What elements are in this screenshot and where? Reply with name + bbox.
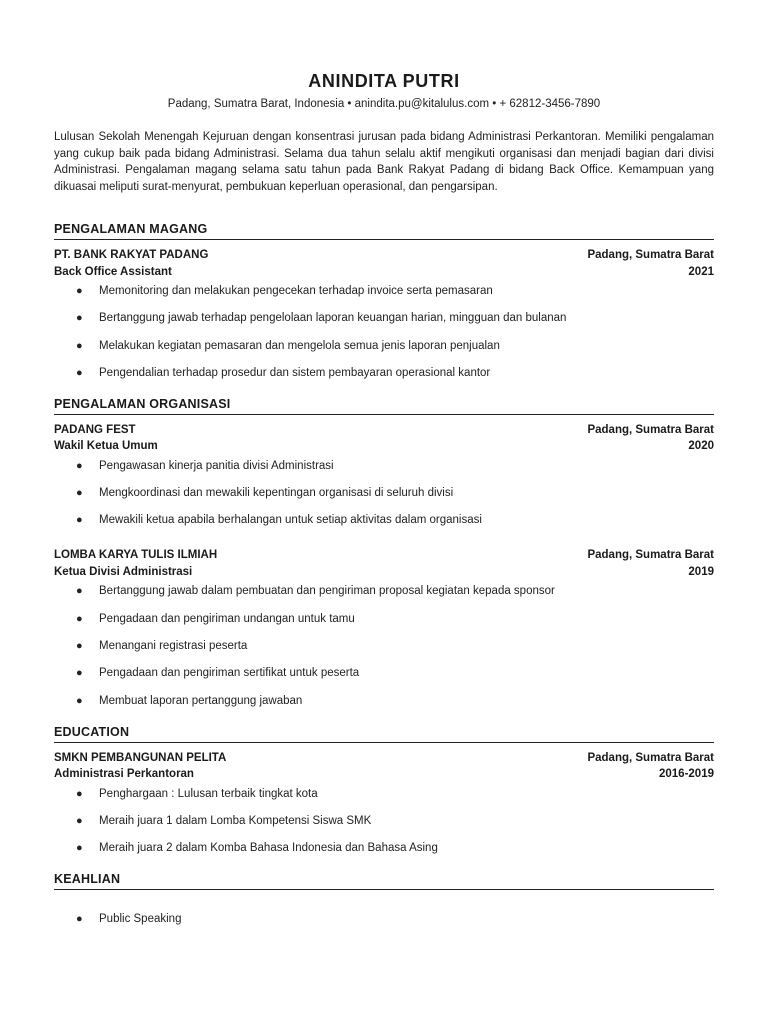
bullet-icon: ● bbox=[76, 640, 83, 653]
entry-location: Padang, Sumatra Barat bbox=[587, 549, 714, 562]
list-item bbox=[54, 611, 714, 627]
list-item-text: Pengendalian terhadap prosedur dan sistem pembayaran operasional kantor bbox=[99, 366, 491, 379]
entry-header bbox=[54, 247, 714, 264]
list-item bbox=[54, 365, 714, 381]
list-item bbox=[54, 638, 714, 654]
bullet-icon: ● bbox=[76, 514, 83, 527]
entry-location: Padang, Sumatra Barat bbox=[587, 751, 714, 764]
skills-section bbox=[54, 871, 714, 927]
entry bbox=[54, 750, 714, 857]
section-title: PENGALAMAN MAGANG bbox=[54, 221, 714, 240]
list-item bbox=[54, 512, 714, 528]
entry-subheader bbox=[54, 564, 714, 581]
bullet-list bbox=[54, 458, 714, 529]
bullet-icon: ● bbox=[76, 667, 83, 680]
list-item-text: Memonitoring dan melakukan pengecekan terhadap invoice serta pemasaran bbox=[99, 285, 493, 297]
list-item bbox=[54, 338, 714, 354]
section-title: PENGALAMAN ORGANISASI bbox=[54, 396, 714, 415]
entry-organization: LOMBA KARYA TULIS ILMIAH bbox=[54, 549, 218, 562]
entry bbox=[54, 422, 714, 529]
entry-subheader bbox=[54, 438, 714, 455]
entry-date: 2020 bbox=[688, 440, 714, 453]
bullet-icon: ● bbox=[76, 459, 83, 472]
entry-location: Padang, Sumatra Barat bbox=[587, 423, 714, 436]
list-item-text: Meraih juara 2 dalam Komba Bahasa Indonesia dan Bahasa Asing bbox=[99, 842, 438, 855]
list-item-text: Mewakili ketua apabila berhalangan untuk setiap aktivitas dalam organisasi bbox=[99, 514, 482, 527]
list-item-text: Public Speaking bbox=[99, 913, 182, 926]
bullet-icon: ● bbox=[76, 612, 83, 625]
entry-header bbox=[54, 547, 714, 564]
bullet-icon: ● bbox=[76, 913, 83, 926]
section-title-skills: KEAHLIAN bbox=[54, 871, 714, 890]
bullet-icon: ● bbox=[76, 787, 83, 800]
list-item-text: Mengkoordinasi dan mewakili kepentingan organisasi di seluruh divisi bbox=[99, 487, 454, 500]
list-item-text: Melakukan kegiatan pemasaran dan mengelola semua jenis laporan penjualan bbox=[99, 339, 500, 352]
list-item-text: Bertanggung jawab dalam pembuatan dan pengiriman proposal kegiatan kepada sponsor bbox=[99, 585, 555, 598]
resume-section bbox=[54, 724, 714, 857]
entry-role: Administrasi Perkantoran bbox=[54, 768, 194, 781]
entry-subheader bbox=[54, 766, 714, 783]
bullet-list bbox=[54, 283, 714, 381]
resume-section bbox=[54, 221, 714, 381]
list-item-text: Meraih juara 1 dalam Lomba Kompetensi Siswa SMK bbox=[99, 814, 372, 827]
bullet-icon: ● bbox=[76, 842, 83, 855]
bullet-icon: ● bbox=[76, 814, 83, 827]
bullet-list bbox=[54, 786, 714, 857]
list-item bbox=[54, 786, 714, 802]
list-item bbox=[54, 840, 714, 856]
bullet-list bbox=[54, 583, 714, 708]
list-item-text: Pengadaan dan pengiriman sertifikat untuk peserta bbox=[99, 667, 360, 680]
entry-date: 2019 bbox=[688, 565, 714, 578]
entry-subheader bbox=[54, 264, 714, 281]
bullet-icon: ● bbox=[76, 339, 83, 352]
entry-header bbox=[54, 422, 714, 439]
entry bbox=[54, 547, 714, 708]
list-item bbox=[54, 485, 714, 501]
list-item bbox=[54, 458, 714, 474]
candidate-name: ANINDITA PUTRI bbox=[308, 71, 460, 91]
list-item-text: Pengadaan dan pengiriman undangan untuk tamu bbox=[99, 612, 355, 625]
entry-location: Padang, Sumatra Barat bbox=[587, 249, 714, 261]
bullet-icon: ● bbox=[76, 487, 83, 500]
list-item-text: Bertanggung jawab terhadap pengelolaan laporan keuangan harian, mingguan dan bulanan bbox=[99, 312, 567, 325]
entry-date: 2016-2019 bbox=[659, 768, 714, 781]
list-item bbox=[54, 310, 714, 326]
list-item bbox=[54, 693, 714, 709]
list-item bbox=[54, 911, 714, 927]
resume-sections bbox=[54, 221, 714, 856]
list-item-text: Penghargaan : Lulusan terbaik tingkat kota bbox=[99, 787, 318, 800]
list-item bbox=[54, 813, 714, 829]
skills-list bbox=[54, 911, 714, 927]
section-title: EDUCATION bbox=[54, 724, 714, 743]
contact-line: Padang, Sumatra Barat, Indonesia • anindita.pu@kitalulus.com • + 62812-3456-7890 bbox=[167, 98, 601, 110]
summary-paragraph: Lulusan Sekolah Menengah Kejuruan dengan konsentrasi jurusan pada bidang Administrasi Perkantoran. Memiliki pengalaman yang cukup baik pada bidang Administrasi. Selama dua tahun selalu aktif mengikuti organisasi dan menjadi bagian dari divisi Administrasi. Pengalaman magang selama satu tahun pada Bank Rakyat Padang di bidang Back Office. Kemampuan yang dikuasai meliputi surat-menyurat, pembukuan keperluan operasional, dan pengarsipan. bbox=[54, 131, 714, 193]
entry-organization: SMKN PEMBANGUNAN PELITA bbox=[54, 751, 227, 764]
entry-organization: PADANG FEST bbox=[54, 423, 136, 436]
list-item-text: Membuat laporan pertanggung jawaban bbox=[99, 694, 303, 707]
bullet-icon: ● bbox=[76, 366, 83, 379]
entry-organization: PT. BANK RAKYAT PADANG bbox=[54, 249, 209, 261]
entry-role: Wakil Ketua Umum bbox=[54, 440, 158, 453]
list-item bbox=[54, 583, 714, 599]
entry bbox=[54, 247, 714, 381]
list-item bbox=[54, 283, 714, 299]
entry-role: Ketua Divisi Administrasi bbox=[54, 565, 193, 578]
list-item-text: Menangani registrasi peserta bbox=[99, 640, 248, 653]
entry-date: 2021 bbox=[688, 265, 714, 278]
entry-header bbox=[54, 750, 714, 767]
entry-role: Back Office Assistant bbox=[54, 265, 172, 278]
bullet-icon: ● bbox=[76, 312, 83, 325]
list-item-text: Pengawasan kinerja panitia divisi Administrasi bbox=[99, 459, 334, 472]
bullet-icon: ● bbox=[76, 585, 83, 598]
bullet-icon: ● bbox=[76, 694, 83, 707]
resume-section bbox=[54, 396, 714, 709]
list-item bbox=[54, 665, 714, 681]
bullet-icon: ● bbox=[76, 285, 83, 297]
